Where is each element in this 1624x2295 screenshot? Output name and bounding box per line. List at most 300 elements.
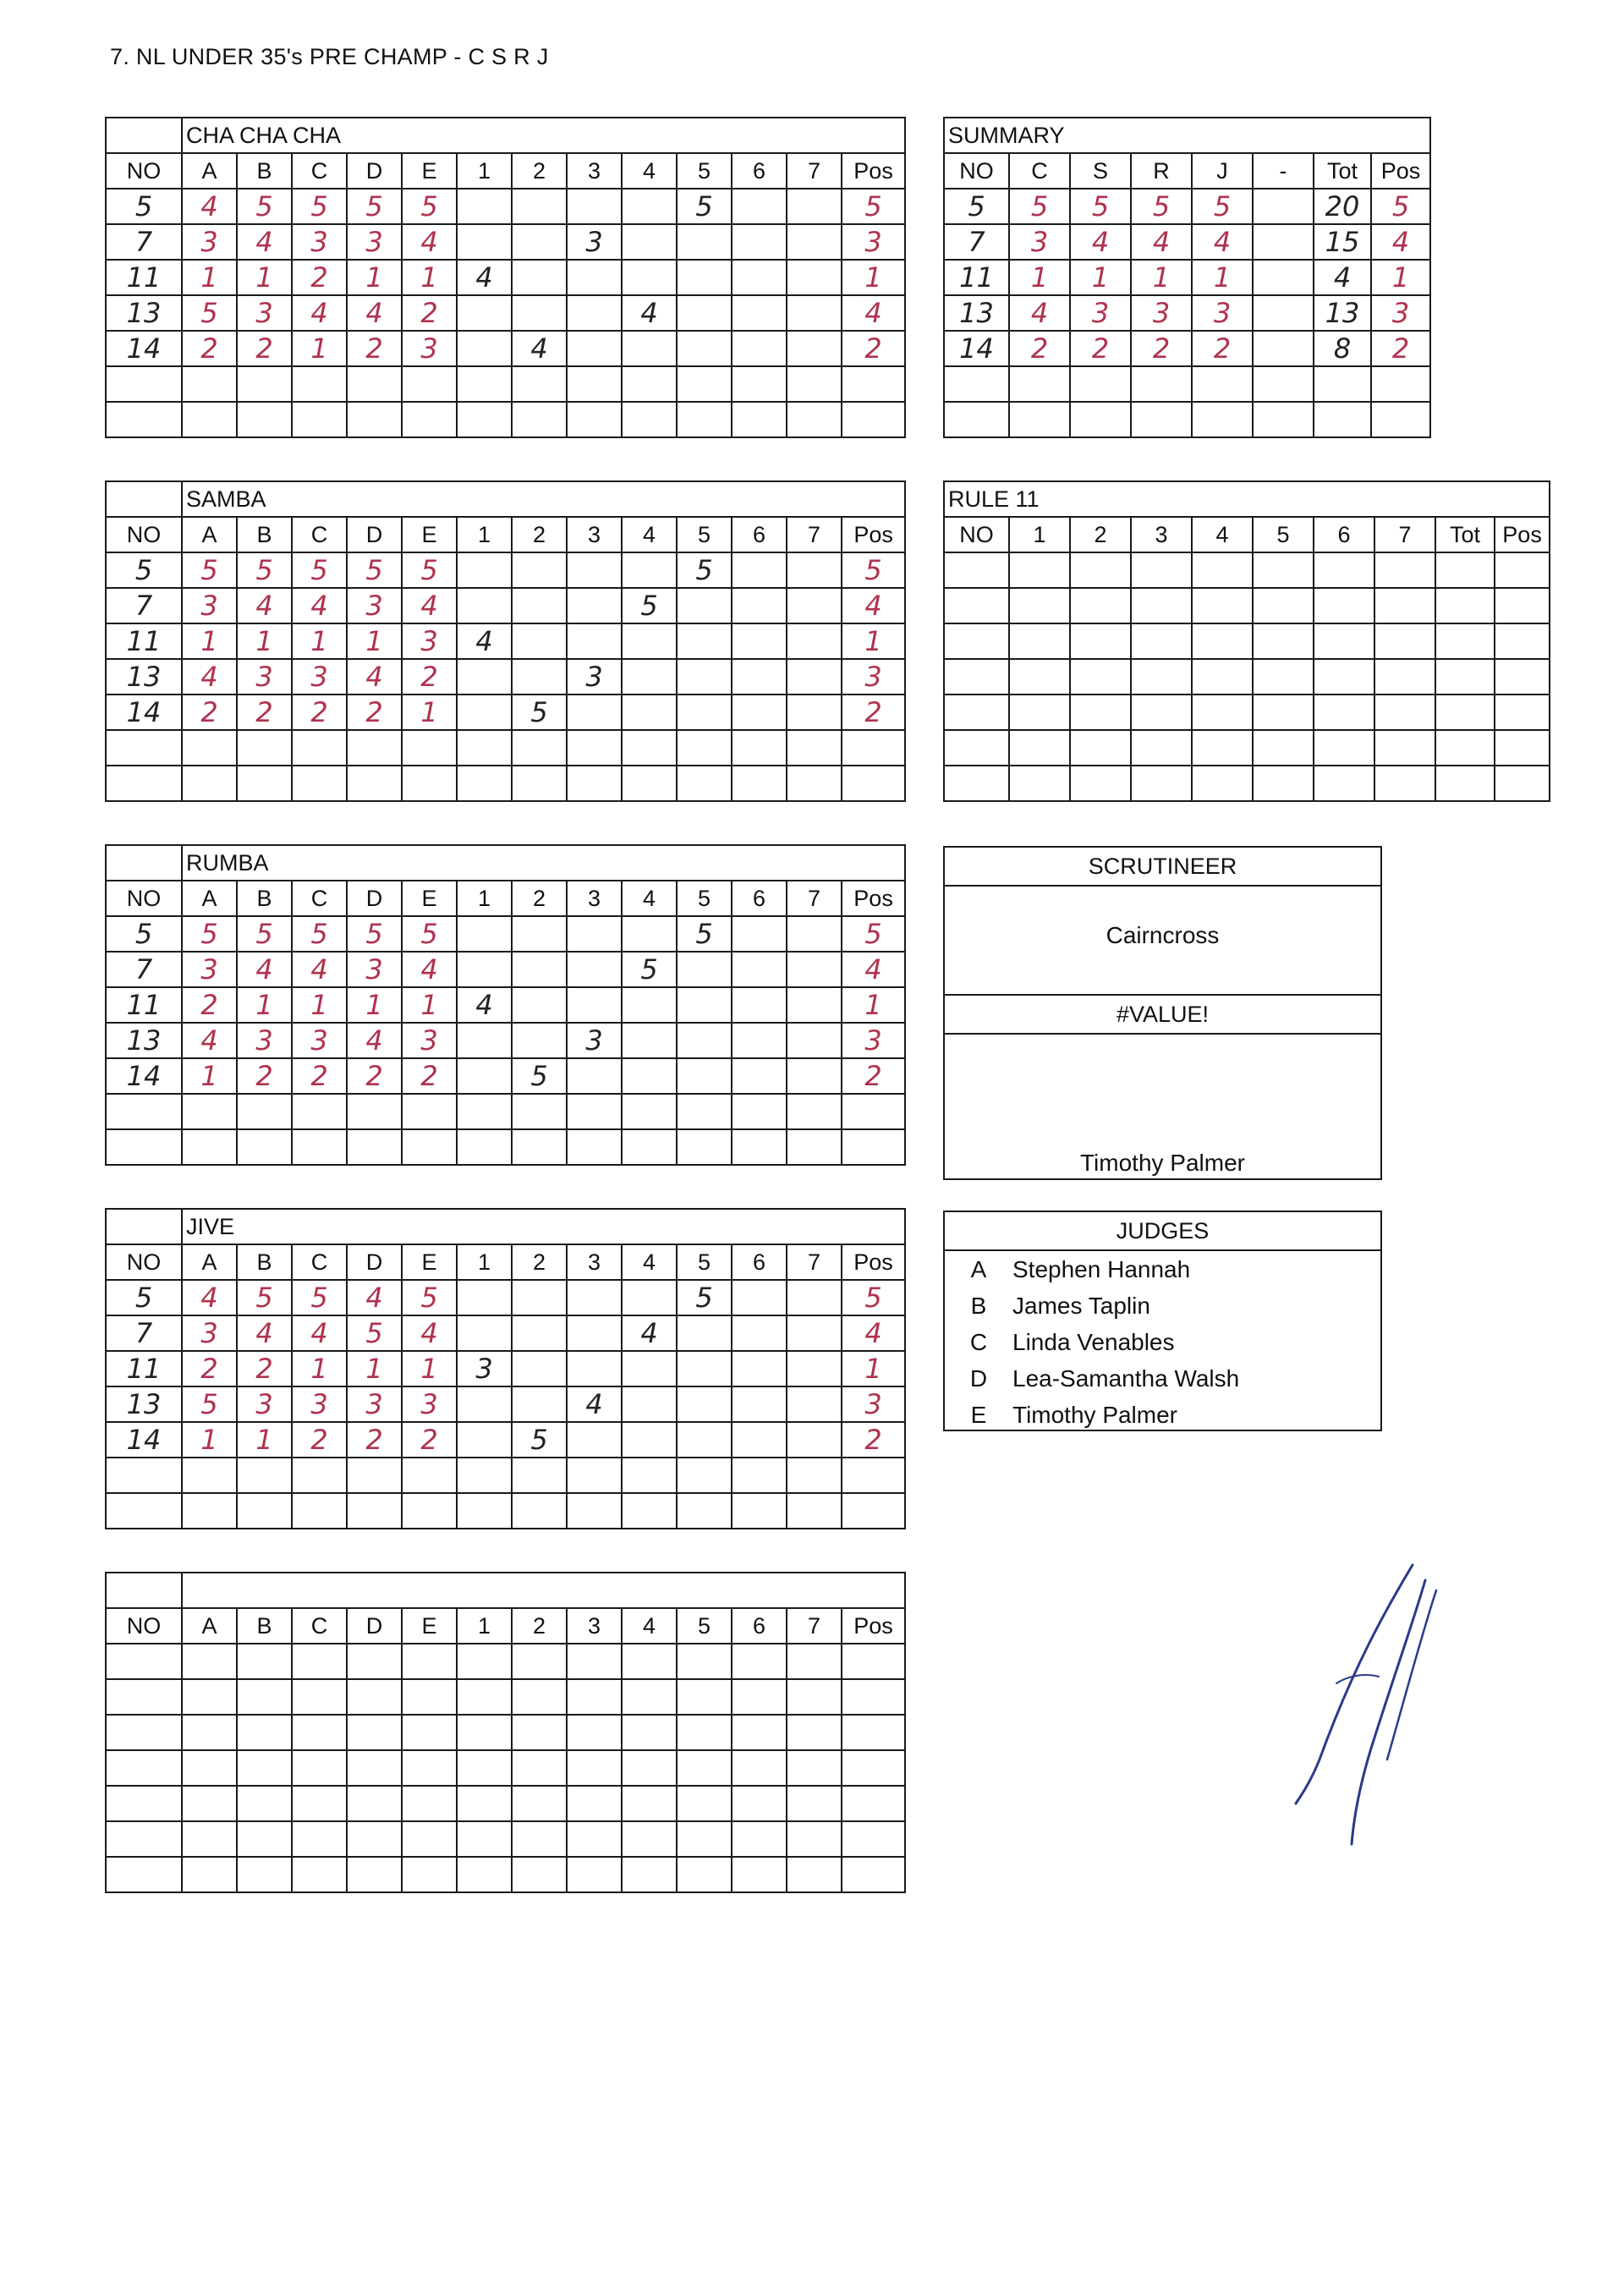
table-cell [182, 1493, 237, 1529]
table-cell [292, 1094, 347, 1129]
table-cell [1009, 695, 1070, 730]
handwritten-mark: 3 [1030, 226, 1049, 258]
table-cell [292, 659, 347, 695]
table-cell [787, 623, 842, 659]
table-cell [106, 1058, 182, 1094]
table-cell [237, 1750, 292, 1786]
table-cell [402, 730, 457, 766]
table-cell [732, 623, 787, 659]
table-cell [1435, 730, 1495, 766]
dance-title-blank [106, 1573, 182, 1608]
judge-letter: D [969, 1365, 988, 1392]
table-cell [1009, 730, 1070, 766]
handwritten-mark: 3 [1152, 297, 1171, 329]
table-cell [732, 1458, 787, 1493]
table-cell [1070, 766, 1131, 801]
table-cell [182, 659, 237, 695]
dance-header-cell: 4 [622, 1244, 677, 1280]
table-cell [106, 402, 182, 437]
table-cell [106, 1679, 182, 1715]
table-row [106, 1129, 905, 1165]
table-cell [567, 588, 622, 623]
table-cell [402, 1422, 457, 1458]
table-row [106, 695, 905, 730]
table-cell [292, 952, 347, 987]
dance-header-cell: NO [106, 517, 182, 552]
table-cell [732, 1715, 787, 1750]
handwritten-mark: 2 [310, 1424, 328, 1456]
table-cell [182, 730, 237, 766]
table-cell [457, 331, 512, 366]
table-cell [732, 1094, 787, 1129]
table-cell [402, 1351, 457, 1386]
table-cell [622, 1422, 677, 1458]
table-cell [292, 1023, 347, 1058]
table-cell [402, 1458, 457, 1493]
table-cell [106, 623, 182, 659]
table-cell [622, 766, 677, 801]
dance-header-cell: 7 [787, 153, 842, 189]
dance-header-cell: 5 [677, 1608, 732, 1644]
table-cell [182, 402, 237, 437]
table-cell [106, 952, 182, 987]
table-cell [182, 1386, 237, 1422]
table-cell [1131, 659, 1192, 695]
summary-header-cell: J [1192, 153, 1253, 189]
table-row [944, 224, 1430, 260]
table-row [106, 1351, 905, 1386]
signature [1286, 1557, 1455, 1861]
table-cell [1070, 260, 1131, 295]
handwritten-mark: 4 [255, 1317, 273, 1349]
table-cell [842, 1315, 905, 1351]
judge-row [945, 1360, 1380, 1397]
table-cell [402, 1493, 457, 1529]
table-cell [182, 224, 237, 260]
table-cell [1009, 766, 1070, 801]
dance-header-cell: B [237, 1608, 292, 1644]
table-cell [622, 916, 677, 952]
table-cell [1253, 224, 1314, 260]
table-cell [457, 1821, 512, 1857]
table-cell [402, 1386, 457, 1422]
table-cell [457, 260, 512, 295]
table-cell [567, 1786, 622, 1821]
table-row [944, 366, 1430, 402]
table-cell [944, 659, 1009, 695]
table-cell [732, 1679, 787, 1715]
handwritten-mark: 3 [420, 1024, 438, 1057]
table-cell [944, 260, 1009, 295]
table-cell [732, 1422, 787, 1458]
handwritten-mark: 1 [200, 261, 218, 294]
table-cell [512, 1058, 567, 1094]
table-cell [732, 588, 787, 623]
table-cell [457, 730, 512, 766]
table-cell [457, 295, 512, 331]
handwritten-mark: 4 [585, 1388, 603, 1420]
table-cell [567, 224, 622, 260]
dance-header-cell: 7 [787, 1608, 842, 1644]
table-cell [622, 1786, 677, 1821]
table-cell [106, 766, 182, 801]
table-cell [1253, 331, 1314, 366]
dance-header-cell: C [292, 881, 347, 916]
handwritten-mark: 5 [255, 1282, 273, 1314]
table-cell [512, 1786, 567, 1821]
table-cell [1374, 659, 1435, 695]
table-cell [1192, 260, 1253, 295]
table-row [944, 766, 1550, 801]
table-cell [237, 695, 292, 730]
handwritten-mark: 3 [585, 661, 603, 693]
table-cell [677, 916, 732, 952]
table-row [106, 1857, 905, 1892]
handwritten-mark: 2 [365, 1424, 383, 1456]
table-cell [567, 260, 622, 295]
handwritten-mark: 4 [420, 953, 438, 986]
dance-header-cell: 1 [457, 1244, 512, 1280]
dance-title-row [106, 1209, 905, 1244]
table-row [106, 1386, 905, 1422]
table-cell [842, 1857, 905, 1892]
table-cell [182, 1679, 237, 1715]
table-cell [1374, 730, 1435, 766]
table-cell [1131, 695, 1192, 730]
handwritten-mark: 5 [864, 190, 882, 222]
table-cell [106, 1715, 182, 1750]
table-cell [347, 1058, 402, 1094]
table-cell [457, 1750, 512, 1786]
table-cell [622, 1058, 677, 1094]
table-cell [1009, 402, 1070, 437]
table-cell [1192, 695, 1253, 730]
summary-header-cell: C [1009, 153, 1070, 189]
table-cell [567, 916, 622, 952]
dance-header-cell: 3 [567, 881, 622, 916]
table-cell [622, 1351, 677, 1386]
table-cell [512, 987, 567, 1023]
handwritten-mark: 2 [200, 332, 218, 365]
table-cell [732, 1644, 787, 1679]
handwritten-mark: 3 [200, 226, 218, 258]
table-cell [106, 588, 182, 623]
dance-header-cell: B [237, 517, 292, 552]
handwritten-mark: 5 [864, 554, 882, 586]
table-cell [1371, 295, 1430, 331]
table-cell [457, 1644, 512, 1679]
table-cell [347, 659, 402, 695]
handwritten-mark: 5 [1213, 190, 1232, 222]
table-cell [787, 952, 842, 987]
table-cell [512, 730, 567, 766]
handwritten-mark: 5 [200, 1388, 218, 1420]
handwritten-mark: 4 [1030, 297, 1049, 329]
handwritten-mark: 1 [864, 261, 882, 294]
table-row [106, 1315, 905, 1351]
handwritten-mark: 5 [255, 190, 273, 222]
table-cell [512, 1129, 567, 1165]
handwritten-mark: 2 [365, 696, 383, 728]
handwritten-mark: 3 [864, 226, 882, 258]
table-cell [106, 1315, 182, 1351]
table-cell [106, 552, 182, 588]
table-cell [402, 260, 457, 295]
handwritten-mark: 5 [134, 1282, 153, 1314]
handwritten-mark: 13 [126, 1024, 162, 1057]
table-cell [677, 295, 732, 331]
table-cell [842, 1351, 905, 1386]
table-cell [732, 260, 787, 295]
handwritten-mark: 3 [420, 1388, 438, 1420]
table-cell [237, 659, 292, 695]
table-cell [182, 1458, 237, 1493]
handwritten-mark: 3 [475, 1353, 493, 1385]
dance-header-cell: 4 [622, 881, 677, 916]
handwritten-mark: 5 [1152, 190, 1171, 222]
table-cell [622, 260, 677, 295]
table-cell [292, 552, 347, 588]
table-cell [787, 1058, 842, 1094]
dance-header-cell: 3 [567, 153, 622, 189]
table-cell [347, 952, 402, 987]
dance-table [105, 480, 906, 802]
handwritten-mark: 3 [310, 661, 328, 693]
table-cell [182, 987, 237, 1023]
table-cell [787, 1644, 842, 1679]
judge-name: Stephen Hannah [1012, 1256, 1191, 1282]
handwritten-mark: 13 [1325, 297, 1360, 329]
table-cell [347, 623, 402, 659]
dance-header-cell: 4 [622, 517, 677, 552]
judge-row [945, 1397, 1380, 1433]
dance-title-row [106, 845, 905, 881]
table-cell [1435, 659, 1495, 695]
table-cell [402, 1094, 457, 1129]
table-cell [622, 1458, 677, 1493]
table-cell [1192, 588, 1253, 623]
table-cell [1192, 295, 1253, 331]
dance-header-cell: 6 [732, 517, 787, 552]
handwritten-mark: 4 [255, 953, 273, 986]
table-cell [787, 1821, 842, 1857]
table-cell [182, 952, 237, 987]
table-cell [1371, 331, 1430, 366]
table-cell [402, 331, 457, 366]
handwritten-mark: 2 [365, 332, 383, 365]
table-cell [842, 331, 905, 366]
handwritten-mark: 4 [200, 661, 218, 693]
table-cell [1253, 189, 1314, 224]
table-cell [787, 1786, 842, 1821]
table-cell [1435, 588, 1495, 623]
table-cell [457, 1094, 512, 1129]
dance-header-cell: E [402, 1244, 457, 1280]
handwritten-mark: 3 [1213, 297, 1232, 329]
table-cell [512, 366, 567, 402]
table-cell [182, 1129, 237, 1165]
table-cell [787, 1422, 842, 1458]
dance-title-blank [106, 118, 182, 153]
judges-title: JUDGES [945, 1212, 1380, 1251]
table-cell [677, 189, 732, 224]
handwritten-mark: 4 [1391, 226, 1410, 258]
table-cell [732, 1386, 787, 1422]
table-cell [1192, 730, 1253, 766]
handwritten-mark: 3 [310, 1388, 328, 1420]
table-cell [787, 1315, 842, 1351]
table-cell [237, 916, 292, 952]
table-cell [787, 1280, 842, 1315]
table-cell [1314, 552, 1374, 588]
table-cell [182, 366, 237, 402]
table-cell [787, 1493, 842, 1529]
handwritten-mark: 1 [200, 625, 218, 657]
table-cell [732, 1058, 787, 1094]
table-cell [1009, 331, 1070, 366]
table-cell [842, 402, 905, 437]
table-cell [567, 1679, 622, 1715]
table-cell [457, 766, 512, 801]
chairperson-name: Timothy Palmer [1079, 1150, 1245, 1176]
handwritten-mark: 4 [864, 590, 882, 622]
table-cell [842, 695, 905, 730]
table-cell [457, 1023, 512, 1058]
handwritten-mark: 5 [530, 1060, 548, 1092]
table-row [106, 659, 905, 695]
table-cell [1495, 730, 1550, 766]
table-cell [1253, 402, 1314, 437]
rule11-header-cell: 2 [1070, 517, 1131, 552]
handwritten-mark: 3 [365, 1388, 383, 1420]
handwritten-mark: 2 [1213, 332, 1232, 365]
table-cell [732, 1129, 787, 1165]
summary-header-cell: NO [944, 153, 1009, 189]
table-cell [567, 1422, 622, 1458]
table-cell [106, 1386, 182, 1422]
table-cell [1253, 552, 1314, 588]
table-cell [842, 1750, 905, 1786]
table-cell [787, 730, 842, 766]
dance-title: SAMBA [182, 481, 905, 517]
handwritten-mark: 7 [134, 953, 153, 986]
table-cell [732, 1280, 787, 1315]
handwritten-mark: 2 [310, 1060, 328, 1092]
table-cell [457, 952, 512, 987]
table-cell [512, 552, 567, 588]
table-cell [677, 623, 732, 659]
table-cell [106, 730, 182, 766]
table-cell [237, 1821, 292, 1857]
table-row [106, 402, 905, 437]
table-cell [182, 1857, 237, 1892]
table-cell [787, 1094, 842, 1129]
table-cell [402, 623, 457, 659]
table-cell [182, 1821, 237, 1857]
table-cell [842, 295, 905, 331]
table-cell [292, 331, 347, 366]
table-cell [677, 224, 732, 260]
handwritten-mark: 3 [864, 661, 882, 693]
table-cell [567, 987, 622, 1023]
dance-header-cell: Pos [842, 517, 905, 552]
table-cell [622, 952, 677, 987]
dance-header-cell: 5 [677, 153, 732, 189]
table-cell [457, 1386, 512, 1422]
table-row [106, 224, 905, 260]
table-cell [567, 952, 622, 987]
table-cell [402, 766, 457, 801]
table-row [106, 730, 905, 766]
handwritten-mark: 2 [255, 1353, 273, 1385]
table-cell [1495, 766, 1550, 801]
handwritten-mark: 5 [695, 1282, 713, 1314]
summary-header-cell: R [1131, 153, 1192, 189]
table-cell [677, 1750, 732, 1786]
table-cell [1253, 766, 1314, 801]
table-cell [1314, 402, 1371, 437]
handwritten-mark: 4 [200, 1024, 218, 1057]
table-row [106, 260, 905, 295]
table-cell [182, 1094, 237, 1129]
table-cell [237, 987, 292, 1023]
table-cell [1192, 402, 1253, 437]
dance-header-cell: E [402, 153, 457, 189]
table-cell [622, 588, 677, 623]
table-cell [182, 588, 237, 623]
table-cell [237, 1458, 292, 1493]
table-cell [567, 623, 622, 659]
table-cell [622, 1821, 677, 1857]
table-cell [1253, 588, 1314, 623]
handwritten-mark: 5 [134, 554, 153, 586]
table-cell [944, 295, 1009, 331]
handwritten-mark: 2 [200, 989, 218, 1021]
handwritten-mark: 1 [420, 1353, 438, 1385]
dance-header-cell: 5 [677, 881, 732, 916]
handwritten-mark: 5 [1091, 190, 1110, 222]
table-cell [347, 1679, 402, 1715]
table-cell [732, 331, 787, 366]
table-cell [1131, 260, 1192, 295]
table-cell [182, 1786, 237, 1821]
table-cell [106, 1644, 182, 1679]
table-cell [1435, 552, 1495, 588]
table-cell [787, 1679, 842, 1715]
table-cell [787, 1129, 842, 1165]
table-cell [677, 1786, 732, 1821]
table-cell [347, 1315, 402, 1351]
table-cell [292, 1422, 347, 1458]
table-cell [347, 1422, 402, 1458]
table-cell [292, 695, 347, 730]
table-cell [732, 766, 787, 801]
handwritten-mark: 4 [1213, 226, 1232, 258]
table-cell [347, 552, 402, 588]
handwritten-mark: 7 [968, 226, 985, 258]
table-cell [182, 623, 237, 659]
dance-header-cell: 2 [512, 153, 567, 189]
handwritten-mark: 3 [255, 1024, 273, 1057]
table-cell [567, 1058, 622, 1094]
table-cell [1070, 695, 1131, 730]
table-cell [512, 659, 567, 695]
table-cell [347, 1750, 402, 1786]
table-cell [292, 588, 347, 623]
table-cell [237, 1857, 292, 1892]
table-cell [237, 1786, 292, 1821]
table-cell [787, 766, 842, 801]
